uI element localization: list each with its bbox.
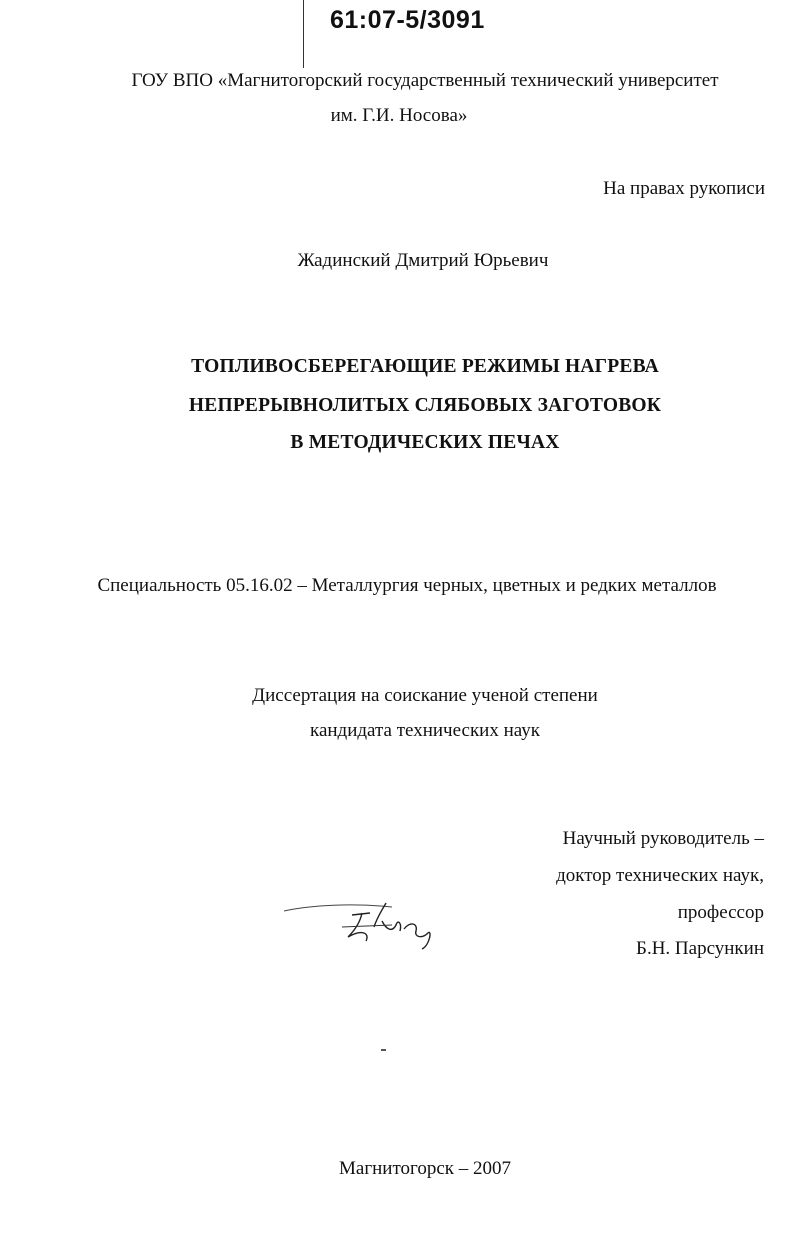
supervisor-title: профессор [677, 902, 764, 923]
dissertation-line-2: кандидата технических наук [310, 720, 540, 741]
institution-line-2: им. Г.И. Носова» [330, 105, 468, 126]
scan-speck [381, 1049, 386, 1051]
dissertation-line-1: Диссертация на соискание ученой степени [252, 685, 598, 706]
institution-line-1: ГОУ ВПО «Магнитогорский государственный технический университет [131, 70, 719, 91]
signature [282, 893, 447, 955]
city-year: Магнитогорск – 2007 [339, 1158, 511, 1179]
title-line-1: ТОПЛИВОСБЕРЕГАЮЩИЕ РЕЖИМЫ НАГРЕВА [191, 356, 659, 377]
supervisor-name: Б.Н. Парсункин [636, 938, 764, 959]
archive-code: 61:07-5/3091 [330, 6, 485, 34]
manuscript-rights: На правах рукописи [603, 178, 765, 199]
margin-line [303, 0, 304, 68]
supervisor-degree: доктор технических наук, [556, 865, 764, 886]
supervisor-role: Научный руководитель – [562, 828, 764, 849]
title-line-2: НЕПРЕРЫВНОЛИТЫХ СЛЯБОВЫХ ЗАГОТОВОК [188, 395, 662, 416]
title-line-3: В МЕТОДИЧЕСКИХ ПЕЧАХ [290, 432, 560, 453]
specialty: Специальность 05.16.02 – Металлургия черных, цветных и редких металлов [97, 575, 717, 596]
author-name: Жадинский Дмитрий Юрьевич [297, 250, 549, 271]
